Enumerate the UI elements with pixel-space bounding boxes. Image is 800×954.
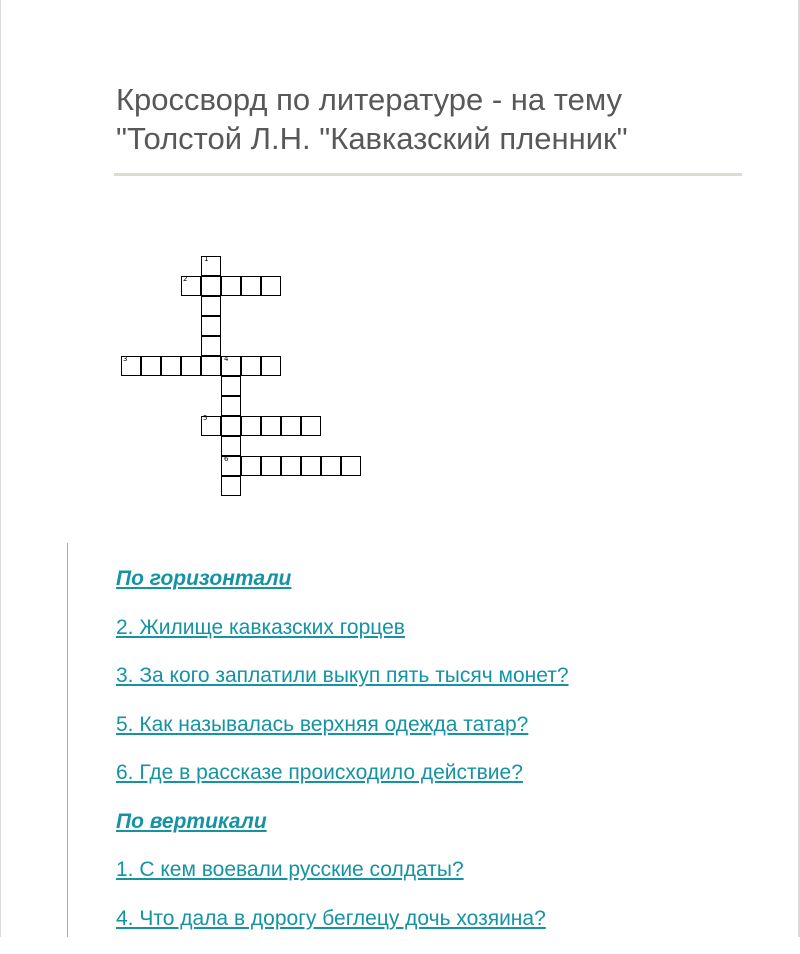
crossword-cell[interactable]: [241, 276, 261, 296]
clue-vertical-1[interactable]: 1. С кем воевали русские солдаты?: [116, 858, 464, 881]
crossword-cell[interactable]: [201, 336, 221, 356]
crossword-cell[interactable]: [161, 356, 181, 376]
clue-number-2: 2: [183, 275, 188, 283]
crossword-cell[interactable]: [281, 456, 301, 476]
page-title-line-2: "Толстой Л.Н. "Кавказский пленник": [116, 121, 628, 156]
crossword-cell[interactable]: [221, 276, 241, 296]
crossword-cell[interactable]: [301, 416, 321, 436]
clue-number-3: 3: [123, 355, 128, 363]
clue-number-1: 1: [204, 255, 209, 263]
crossword-cell[interactable]: [341, 456, 361, 476]
crossword-cell[interactable]: [241, 416, 261, 436]
crossword-cell[interactable]: [221, 416, 241, 436]
page-title-line-1: Кроссворд по литературе - на тему: [116, 82, 623, 117]
heading-horizontal[interactable]: По горизонтали: [116, 567, 292, 590]
crossword-cell[interactable]: [221, 396, 241, 416]
crossword-cell[interactable]: [201, 276, 221, 296]
crossword-cell[interactable]: [201, 356, 221, 376]
clue-vertical-4[interactable]: 4. Что дала в дорогу беглецу дочь хозяина?: [116, 906, 546, 930]
clue-number-6: 6: [224, 455, 229, 463]
crossword-cell[interactable]: [221, 476, 241, 496]
crossword-cell[interactable]: [221, 376, 241, 396]
clue-horizontal-5[interactable]: 5. Как называлась верхняя одежда татар?: [116, 712, 529, 736]
crossword-cell[interactable]: [281, 416, 301, 436]
crossword-cell[interactable]: [261, 356, 281, 376]
crossword-cell[interactable]: [301, 456, 321, 476]
crossword-cell[interactable]: [241, 456, 261, 476]
crossword-cell[interactable]: [221, 436, 241, 456]
clue-number-4: 4: [224, 355, 229, 363]
crossword-cell[interactable]: [261, 276, 281, 296]
crossword-cell[interactable]: [201, 296, 221, 316]
clue-horizontal-3[interactable]: 3. За кого заплатили выкуп пять тысяч монет?: [116, 664, 569, 687]
clue-horizontal-2[interactable]: 2. Жилище кавказских горцев: [116, 615, 405, 639]
clues-left-border: [67, 543, 68, 937]
crossword-cell[interactable]: [181, 356, 201, 376]
crossword-cell[interactable]: [241, 356, 261, 376]
crossword-cell[interactable]: [321, 456, 341, 476]
crossword-cell[interactable]: [141, 356, 161, 376]
crossword-cell[interactable]: [201, 316, 221, 336]
crossword-cell[interactable]: [261, 416, 281, 436]
clues-section: [116, 566, 776, 954]
heading-vertical[interactable]: По вертикали: [116, 809, 267, 833]
clue-number-5: 5: [203, 414, 208, 422]
clue-horizontal-6[interactable]: 6. Где в рассказе происходило действие?: [116, 761, 523, 784]
crossword-cell[interactable]: [261, 456, 281, 476]
